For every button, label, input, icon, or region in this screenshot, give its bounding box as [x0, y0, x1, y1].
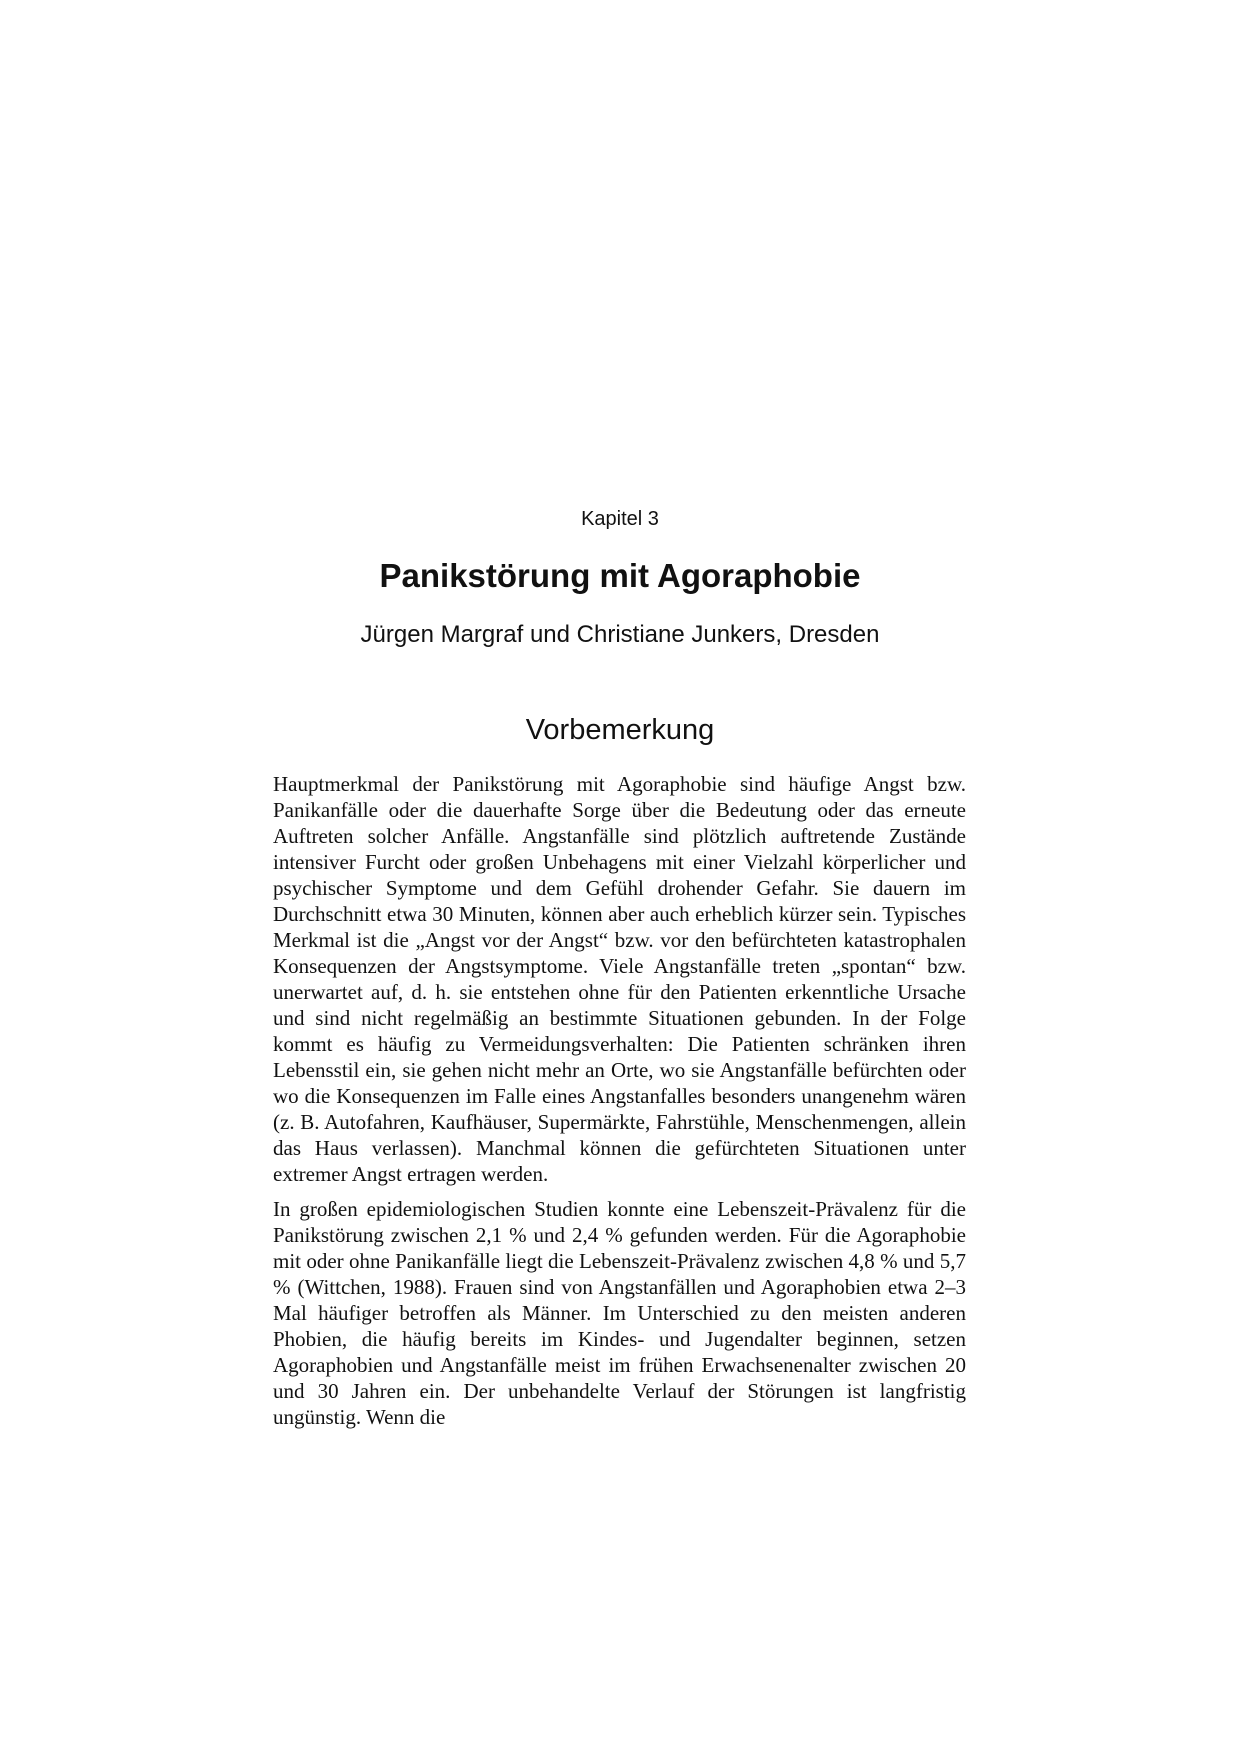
paragraph: Hauptmerkmal der Panikstörung mit Agoraphobie sind häufige Angst bzw. Panikanfälle oder die dauerhafte Sorge über die Bedeutung oder das erneute Auftreten solcher Anfälle. Angstanfälle sind plötzlich auftretende Zustände intensiver Furcht oder großen Unbehagens mit einer Vielzahl körperlicher und psychischer Symptome und dem Gefühl drohender Gefahr. Sie dauern im Durchschnitt etwa 30 Minuten, können aber auch erheblich kürzer sein. Typisches Merkmal ist die „Angst vor der Angst“ bzw. vor den befürchteten katastrophalen Konsequenzen der Angstsymptome. Viele Angstanfälle treten „spontan“ bzw. unerwartet auf, d. h. sie entstehen ohne für den Patienten erkenntliche Ursache und sind nicht regelmäßig an bestimmte Situationen gebunden. In der Folge kommt es häufig zu Vermeidungsverhalten: Die Patienten schränken ihren Lebensstil ein, sie gehen nicht mehr an Orte, wo sie Angstanfälle befürchten oder wo die Konsequenzen im Falle eines Angstanfalles besonders unangenehm wären (z. B. Autofahren, Kaufhäuser, Supermärkte, Fahrstühle, Menschenmengen, allein das Haus verlassen). Manchmal können die gefürchteten Situationen unter extremer Angst ertragen werden. — [273, 772, 966, 1186]
paragraph: In großen epidemiologischen Studien konnte eine Lebenszeit-Prävalenz für die Panikstörung zwischen 2,1 % und 2,4 % gefunden werden. Für die Agoraphobie mit oder ohne Panikanfälle liegt die Lebenszeit-Prävalenz zwischen 4,8 % und 5,7 % (Wittchen, 1988). Frauen sind von Angstanfällen und Agoraphobien etwa 2–3 Mal häufiger betroffen als Männer. Im Unterschied zu den meisten anderen Phobien, die häufig bereits im Kindes- und Jugendalter beginnen, setzen Agoraphobien und Angstanfälle meist im frühen Erwachsenenalter zwischen 20 und 30 Jahren ein. Der unbehandelte Verlauf der Störungen ist langfristig ungünstig. Wenn die — [273, 1197, 966, 1429]
chapter-authors: Jürgen Margraf und Christiane Junkers, Dresden — [360, 621, 880, 648]
body-text — [273, 771, 966, 1430]
section-heading: Vorbemerkung — [525, 714, 715, 746]
chapter-title: Panikstörung mit Agoraphobie — [379, 557, 861, 594]
chapter-label: Kapitel 3 — [581, 508, 659, 530]
